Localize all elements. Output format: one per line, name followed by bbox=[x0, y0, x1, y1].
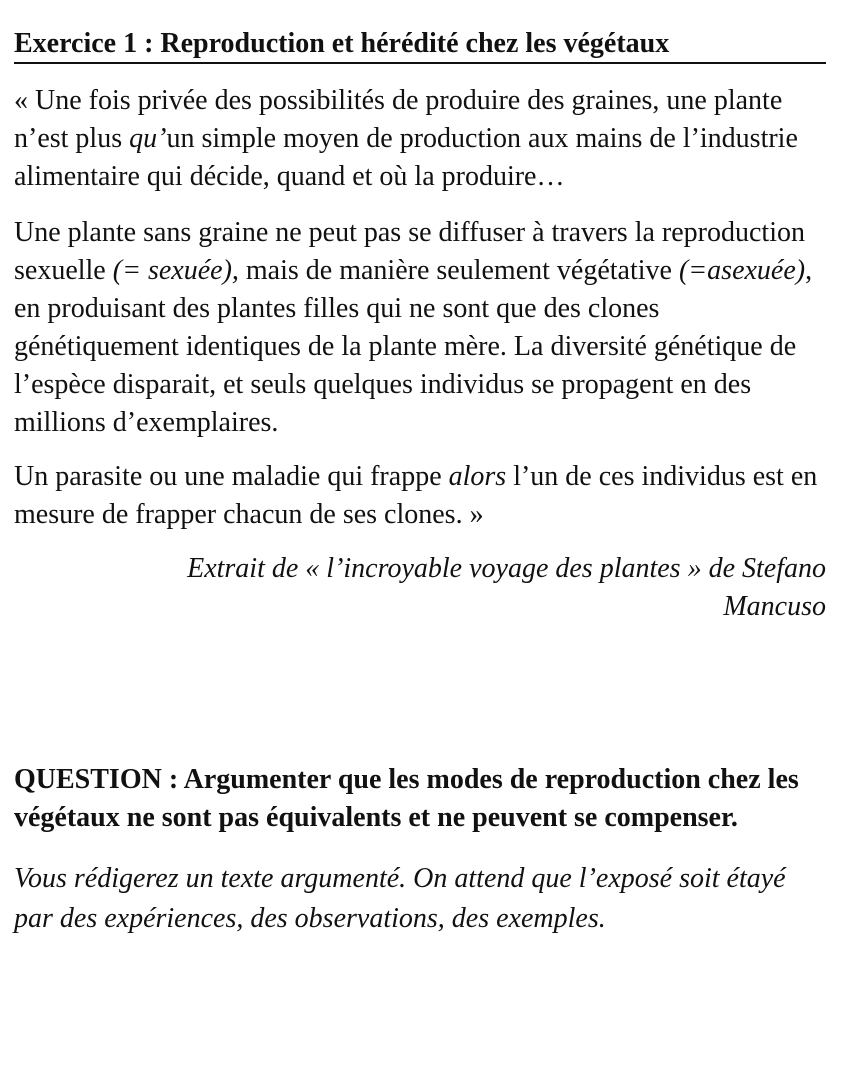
question-text: QUESTION : Argumenter que les modes de reproduction chez les végétaux ne sont pas équivalents et ne peuvent se compenser. bbox=[14, 764, 799, 833]
quote-paragraph-1 bbox=[14, 82, 826, 196]
quote-p1-emphasis: qu’ bbox=[129, 123, 167, 154]
quote-p2-text-a: Une plante sans graine ne peut pas se diffuser à travers la reproduction sexuelle bbox=[14, 217, 805, 286]
quote-p3-text-b: l’un de ces individus est en mesure de frapper chacun de ses clones. » bbox=[14, 461, 818, 530]
quote-paragraph-2 bbox=[14, 214, 826, 442]
source-line-1: Extrait de « l’incroyable voyage des plantes » de Stefano bbox=[187, 553, 826, 584]
quote-p1-text-b: un simple moyen de production aux mains de l’industrie alimentaire qui décide, quand et où la produire… bbox=[14, 123, 798, 192]
source-line-2: Mancuso bbox=[723, 591, 826, 622]
quote-paragraph-3 bbox=[14, 458, 826, 534]
instruction-text: Vous rédigerez un texte argumenté. On attend que l’exposé soit étayé par des expériences, des observations, des exemples. bbox=[14, 863, 786, 934]
quote-p2-text-c: , en produisant des plantes filles qui ne sont que des clones génétiquement identiques de la plante mère. La diversité génétique de l’espèce disparait, et seuls quelques individus se propagent en des millions d’exemplaires. bbox=[14, 255, 813, 438]
exercise-title: Exercice 1 : Reproduction et hérédité chez les végétaux bbox=[14, 0, 826, 64]
quote-p3-text-a: Un parasite ou une maladie qui frappe bbox=[14, 461, 449, 492]
quote-p2-emphasis-asexuee: (=asexuée) bbox=[678, 255, 806, 286]
quote-p3-emphasis: alors bbox=[448, 461, 507, 492]
quote-p2-text-b: mais de manière seulement végétative bbox=[238, 255, 679, 286]
quote-p2-emphasis-sexuee: (= sexuée), bbox=[112, 255, 239, 286]
quote-source bbox=[14, 550, 826, 626]
quote-p1-text-a: « Une fois privée des possibilités de produire des graines, une plante n’est plus bbox=[14, 85, 783, 154]
